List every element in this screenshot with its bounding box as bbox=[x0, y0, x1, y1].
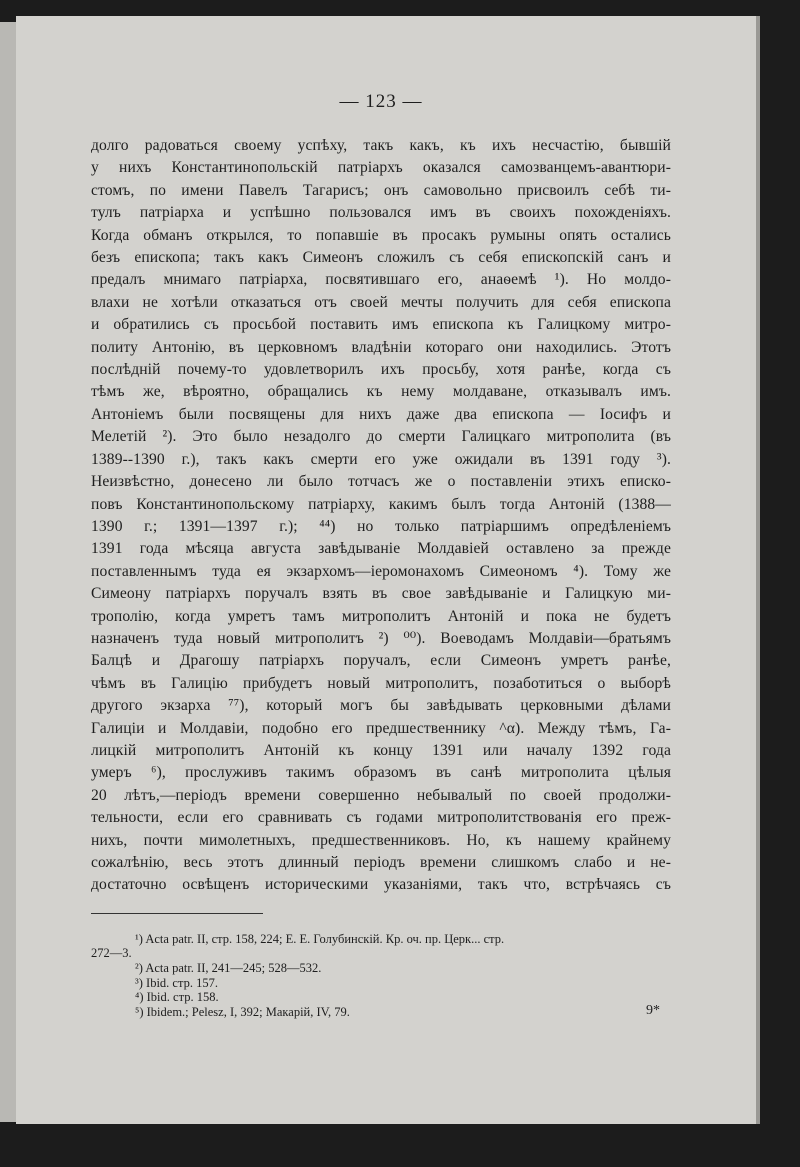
footnote-line: ¹) Acta patr. II, стр. 158, 224; Е. Е. Голубинскій. Кр. оч. пр. Церк... стр. bbox=[135, 931, 505, 946]
body-line: чѣмъ въ Галицію прибудетъ новый митрополитъ, позаботиться о выборѣ bbox=[91, 674, 671, 692]
body-line: предалъ мнимаго патріарха, посвятившаго его, анаѳемѣ ¹). Но молдо- bbox=[91, 271, 671, 289]
body-line: тельности, если его сравнивать съ годами митрополитствованія его преж- bbox=[91, 809, 671, 827]
body-line: другого экзарха ⁷⁷), который могъ бы завѣдывать церковными дѣлами bbox=[91, 697, 671, 715]
body-line: умеръ ⁶), прослуживъ такимъ образомъ въ санѣ митрополита цѣлыя bbox=[91, 764, 671, 782]
body-line: тулъ патріарха и успѣшно пользовался имъ въ своихъ похожденіяхъ. bbox=[91, 204, 671, 222]
body-line: Галиціи и Молдавіи, подобно его предшественнику ^α). Между тѣмъ, Га- bbox=[91, 719, 671, 737]
footnotes bbox=[91, 932, 671, 1020]
body-line: Балцѣ и Драгошу патріархъ поручалъ, если Симеонъ умретъ ранѣе, bbox=[91, 652, 671, 670]
page-number: — 123 — bbox=[339, 91, 423, 112]
body-line: влахи не хотѣли отказаться отъ своей мечты получить для себя епископа bbox=[91, 293, 671, 311]
previous-page-edge bbox=[0, 22, 16, 1122]
body-line: Неизвѣстно, донесено ли было тотчасъ же о поставленіи этихъ еписко- bbox=[91, 473, 671, 491]
body-line: Симеону патріархъ поручалъ взять въ свое завѣдываніе и Галицкую ми- bbox=[91, 585, 671, 603]
body-line: назначенъ туда новый митрополитъ ²) ⁰⁰). Воеводамъ Молдавіи—братьямъ bbox=[91, 629, 671, 647]
body-line: лицкій митрополитъ Антоній къ концу 1391 или началу 1392 года bbox=[91, 741, 671, 759]
body-line: поставленнымъ туда ея экзархомъ—іеромонахомъ Симеономъ ⁴). Тому же bbox=[91, 562, 671, 580]
body-line: Антоніемъ были посвящены для нихъ даже два епископа — Іосифъ и bbox=[91, 405, 671, 423]
body-line: политу Антонію, въ церковномъ владѣніи котораго они находились. Этотъ bbox=[91, 338, 671, 356]
signature-mark: 9* bbox=[646, 1003, 660, 1018]
page-content bbox=[91, 86, 671, 1019]
body-line: Когда обманъ открылся, то попавшіе въ просакъ румыны опять остались bbox=[91, 226, 671, 244]
body-line: повъ Константинопольскому патріарху, какимъ былъ тогда Антоній (1388— bbox=[91, 495, 671, 513]
body-line: безъ епископа; такъ какъ Симеонъ сложилъ съ себя епископскій санъ и bbox=[91, 249, 671, 267]
body-line: 20 лѣтъ,—періодъ времени совершенно небывалый по своей продолжи- bbox=[91, 786, 671, 804]
footnote-line: ²) Acta patr. II, 241—245; 528—532. bbox=[135, 961, 322, 975]
body-line: Мелетій ²). Это было незадолго до смерти Галицкаго митрополита (въ bbox=[91, 428, 671, 446]
body-line: долго радоваться своему успѣху, такъ какъ, къ ихъ несчастію, бывшій bbox=[91, 137, 671, 154]
body-line: 1390 г.; 1391—1397 г.); ⁴⁴) но только патріаршимъ опредѣленіемъ bbox=[91, 517, 671, 535]
footnote-line: ³) Ibid. стр. 157. bbox=[135, 975, 218, 990]
body-line: 1391 года мѣсяца августа завѣдываніе Молдавіей оставлено за прежде bbox=[91, 540, 671, 558]
body-line: стомъ, по имени Павелъ Тагарисъ; онъ самовольно присвоилъ себѣ ти- bbox=[91, 181, 671, 199]
footnote-line: ⁵) Ibidem.; Pelesz, I, 392; Макарій, IV, 79. bbox=[135, 1004, 350, 1019]
body-line: сожалѣнію, весь этотъ длинный періодъ времени слишкомъ слабо и не- bbox=[91, 854, 671, 871]
body-line: 1389--1390 г.), такъ какъ смерти его уже ожидали въ 1391 году ³). bbox=[91, 450, 671, 468]
footnote-rule bbox=[91, 913, 263, 914]
footnote-line: ⁴) Ibid. стр. 158. bbox=[135, 990, 219, 1005]
book-page bbox=[16, 16, 756, 1124]
body-line: у нихъ Константинопольскій патріархъ оказался самозванцемъ-авантюри- bbox=[91, 159, 671, 177]
footnote-line: 272—3. bbox=[91, 946, 132, 961]
body-line: тѣмъ же, вѣроятно, обращались къ нему молдаване, отказывалъ имъ. bbox=[91, 383, 671, 401]
body-line: трополію, когда умретъ тамъ митрополитъ Антоній и пока не будетъ bbox=[91, 607, 671, 625]
body-line: и обратились съ просьбой поставить имъ епископа къ Галицкому митро- bbox=[91, 316, 671, 334]
body-line: послѣдній почему-то удовлетворилъ ихъ просьбу, хотя ранѣе, когда съ bbox=[91, 361, 671, 379]
body-line: нихъ, почти мимолетныхъ, предшественниковъ. Но, къ нашему крайнему bbox=[91, 831, 671, 849]
body-text bbox=[91, 135, 671, 897]
body-line: достаточно освѣщенъ историческими указаніями, такъ что, встрѣчаясь съ bbox=[91, 876, 671, 894]
